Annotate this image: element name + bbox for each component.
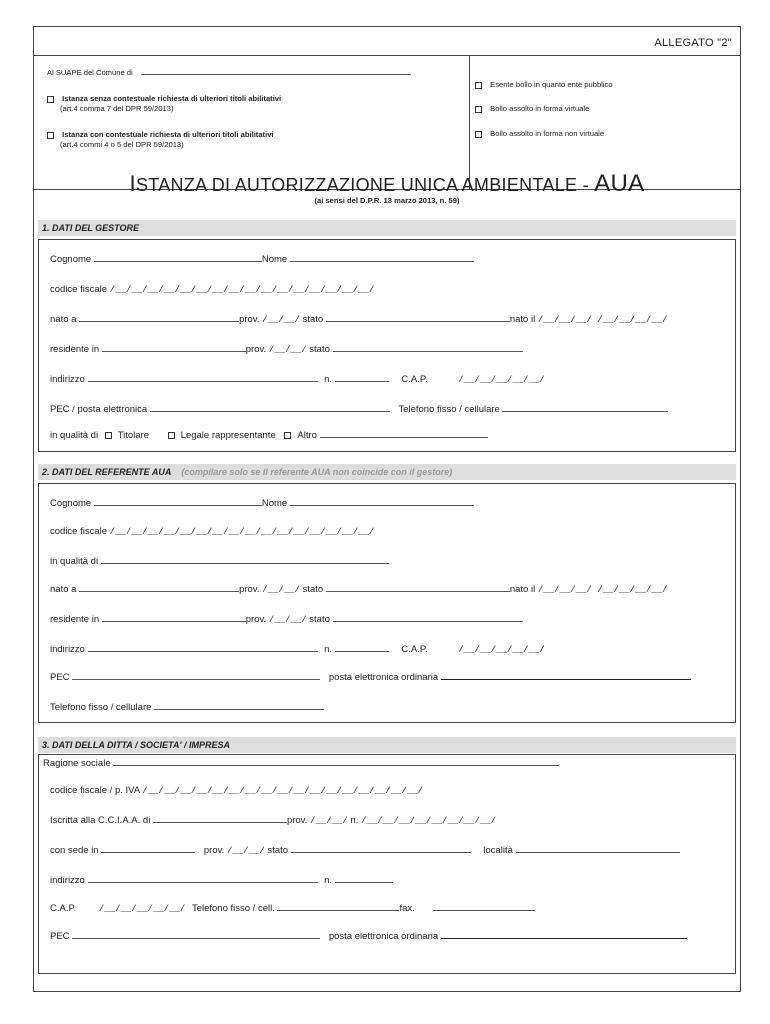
ragione-sociale-field[interactable] bbox=[113, 764, 559, 766]
gestore-cognome-field[interactable] bbox=[94, 260, 262, 262]
referente-nome-field[interactable] bbox=[290, 504, 474, 506]
gestore-res-stato-field[interactable] bbox=[333, 350, 523, 352]
gestore-pec-field[interactable] bbox=[150, 410, 390, 412]
bollo-non-virtuale-label: Bollo assolto in forma non virtuale bbox=[490, 129, 605, 138]
referente-posta-field[interactable] bbox=[441, 678, 691, 680]
sede-prov-grid[interactable]: /__/__/ bbox=[226, 846, 265, 856]
section-2-box: Cognome Nome codice fiscale /__/__/__/__/__/__/__/__/__/__/__/__/__/__/__/__/ in qualità di nato a prov. /__/__/ stato nato il /__/__/__/ /__/__/__/__/ residente in prov. /__/__/ stato indirizzo n. C.A.P. /__/__/__/__/__/ PEC posta elettronica ordinaria Telefono fisso / cellulare bbox=[38, 483, 736, 723]
ditta-posta-field[interactable] bbox=[441, 937, 687, 939]
gestore-nato-il-grid[interactable]: /__/__/__/ /__/__/__/__/ bbox=[537, 315, 668, 325]
referente-qualita-field[interactable] bbox=[101, 562, 389, 564]
bollo-non-virtuale-checkbox[interactable] bbox=[475, 131, 482, 138]
bollo-virtuale-label: Bollo assolto in forma virtuale bbox=[490, 104, 590, 113]
bollo-virtuale-checkbox[interactable] bbox=[475, 106, 482, 113]
ditta-cf-grid[interactable]: /__/__/__/__/__/__/__/__/__/__/__/__/__/__/__/__/__/ bbox=[142, 786, 424, 796]
referente-cf-grid[interactable]: /__/__/__/__/__/__/__/__/__/__/__/__/__/__/__/__/ bbox=[109, 527, 375, 537]
istanza-con-sub: (art.4 commi 4 o 5 del DPR 59/2013) bbox=[60, 140, 184, 149]
referente-pec-field[interactable] bbox=[72, 678, 320, 680]
sede-field[interactable] bbox=[101, 851, 195, 853]
bollo-esente-checkbox[interactable] bbox=[475, 82, 482, 89]
referente-nato-a-field[interactable] bbox=[79, 590, 239, 592]
ditta-civico-field[interactable] bbox=[335, 881, 393, 883]
gestore-cap-grid[interactable]: /__/__/__/__/__/ bbox=[458, 375, 545, 385]
istanza-senza-title: Istanza senza contestuale richiesta di ulteriori titoli abilitativi bbox=[62, 94, 282, 103]
referente-stato-field[interactable] bbox=[326, 590, 510, 592]
cciaa-field[interactable] bbox=[153, 821, 287, 823]
referente-residente-field[interactable] bbox=[102, 620, 246, 622]
gestore-civico-field[interactable] bbox=[335, 380, 389, 382]
legale-rappresentante-checkbox[interactable] bbox=[168, 432, 175, 439]
gestore-cf-grid[interactable]: /__/__/__/__/__/__/__/__/__/__/__/__/__/__/__/__/ bbox=[109, 285, 375, 295]
gestore-prov-grid[interactable]: /__/__/ bbox=[262, 315, 300, 325]
gestore-residente-field[interactable] bbox=[102, 350, 246, 352]
section-2-heading: 2. DATI DEL REFERENTE AUA (compilare solo se il referente AUA non coincide con il gestore) bbox=[38, 464, 736, 480]
ditta-fax-field[interactable] bbox=[433, 909, 535, 911]
bollo-esente-label: Esente bollo in quanto ente pubblico bbox=[490, 80, 613, 89]
comune-field[interactable] bbox=[141, 73, 411, 75]
altro-checkbox[interactable] bbox=[284, 432, 291, 439]
section-1-box: Cognome Nome codice fiscale /__/__/__/__/__/__/__/__/__/__/__/__/__/__/__/__/ nato a prov. /__/__/ stato nato il /__/__/__/ /__/__/__/__/ residente in prov. /__/__/ stato indirizzo n. C.A.P. /__/__/__/__/__/ PEC / posta elettronica Telefono fisso / cellulare in qualità di Titolare Legale rappresentante Altro bbox=[38, 239, 736, 452]
istanza-con-checkbox[interactable] bbox=[47, 132, 54, 139]
suape-label: Al SUAPE del Comune di bbox=[47, 68, 133, 77]
ditta-cap-grid[interactable]: /__/__/__/__/__/ bbox=[98, 904, 186, 914]
istanza-senza-sub: (art.4 comma 7 del DPR 59/2013) bbox=[60, 104, 174, 113]
cciaa-prov-grid[interactable]: /__/__/ bbox=[310, 816, 348, 826]
form-page bbox=[33, 26, 741, 992]
referente-telefono-field[interactable] bbox=[154, 708, 324, 710]
referente-indirizzo-field[interactable] bbox=[88, 650, 318, 652]
gestore-res-prov-grid[interactable]: /__/__/ bbox=[268, 345, 307, 355]
referente-res-prov-grid[interactable]: /__/__/ bbox=[268, 615, 307, 625]
ditta-pec-field[interactable] bbox=[72, 937, 320, 939]
cciaa-numero-grid[interactable]: /__/__/__/__/__/__/__/__/ bbox=[361, 816, 497, 826]
ditta-telefono-field[interactable] bbox=[277, 909, 399, 911]
sede-stato-field[interactable] bbox=[291, 851, 471, 853]
gestore-stato-field[interactable] bbox=[326, 320, 510, 322]
gestore-nato-a-field[interactable] bbox=[79, 320, 239, 322]
referente-cap-grid[interactable]: /__/__/__/__/__/ bbox=[458, 645, 545, 655]
referente-prov-grid[interactable]: /__/__/ bbox=[262, 585, 300, 595]
section-3-box: Ragione sociale codice fiscale / p. IVA /__/__/__/__/__/__/__/__/__/__/__/__/__/__/__/__/__/ Iscritta alla C.C.I.A.A. di prov. /__/__/ n. /__/__/__/__/__/__/__/__/ con sede in prov. /__/__/ stato località indirizzo n. C.A.P. /__/__/__/__/__/ Telefono fisso / cell. fax. PEC posta elettronica ordinaria bbox=[38, 754, 736, 974]
gestore-telefono-field[interactable] bbox=[502, 410, 668, 412]
allegato-label: ALLEGATO "2" bbox=[654, 37, 732, 49]
section-1-heading: 1. DATI DEL GESTORE bbox=[38, 220, 736, 236]
istanza-senza-checkbox[interactable] bbox=[47, 96, 54, 103]
gestore-indirizzo-field[interactable] bbox=[88, 380, 318, 382]
page-subtitle: (ai sensi del D.P.R. 13 marzo 2013, n. 59) bbox=[314, 196, 460, 205]
referente-cognome-field[interactable] bbox=[94, 504, 262, 506]
titolare-checkbox[interactable] bbox=[105, 432, 112, 439]
istanza-con-title: Istanza con contestuale richiesta di ulteriori titoli abilitativi bbox=[62, 130, 274, 139]
referente-civico-field[interactable] bbox=[335, 650, 389, 652]
gestore-nome-field[interactable] bbox=[290, 260, 474, 262]
altro-field[interactable] bbox=[320, 436, 488, 438]
section-3-heading: 3. DATI DELLA DITTA / SOCIETA' / IMPRESA bbox=[38, 737, 736, 753]
referente-nato-il-grid[interactable]: /__/__/__/ /__/__/__/__/ bbox=[537, 585, 668, 595]
ditta-indirizzo-field[interactable] bbox=[88, 881, 318, 883]
page-title: ISTANZA DI AUTORIZZAZIONE UNICA AMBIENTALE - AUA bbox=[129, 170, 645, 197]
referente-res-stato-field[interactable] bbox=[333, 620, 523, 622]
section-2-note: (compilare solo se il referente AUA non coincide con il gestore) bbox=[181, 467, 453, 477]
localita-field[interactable] bbox=[516, 851, 680, 853]
